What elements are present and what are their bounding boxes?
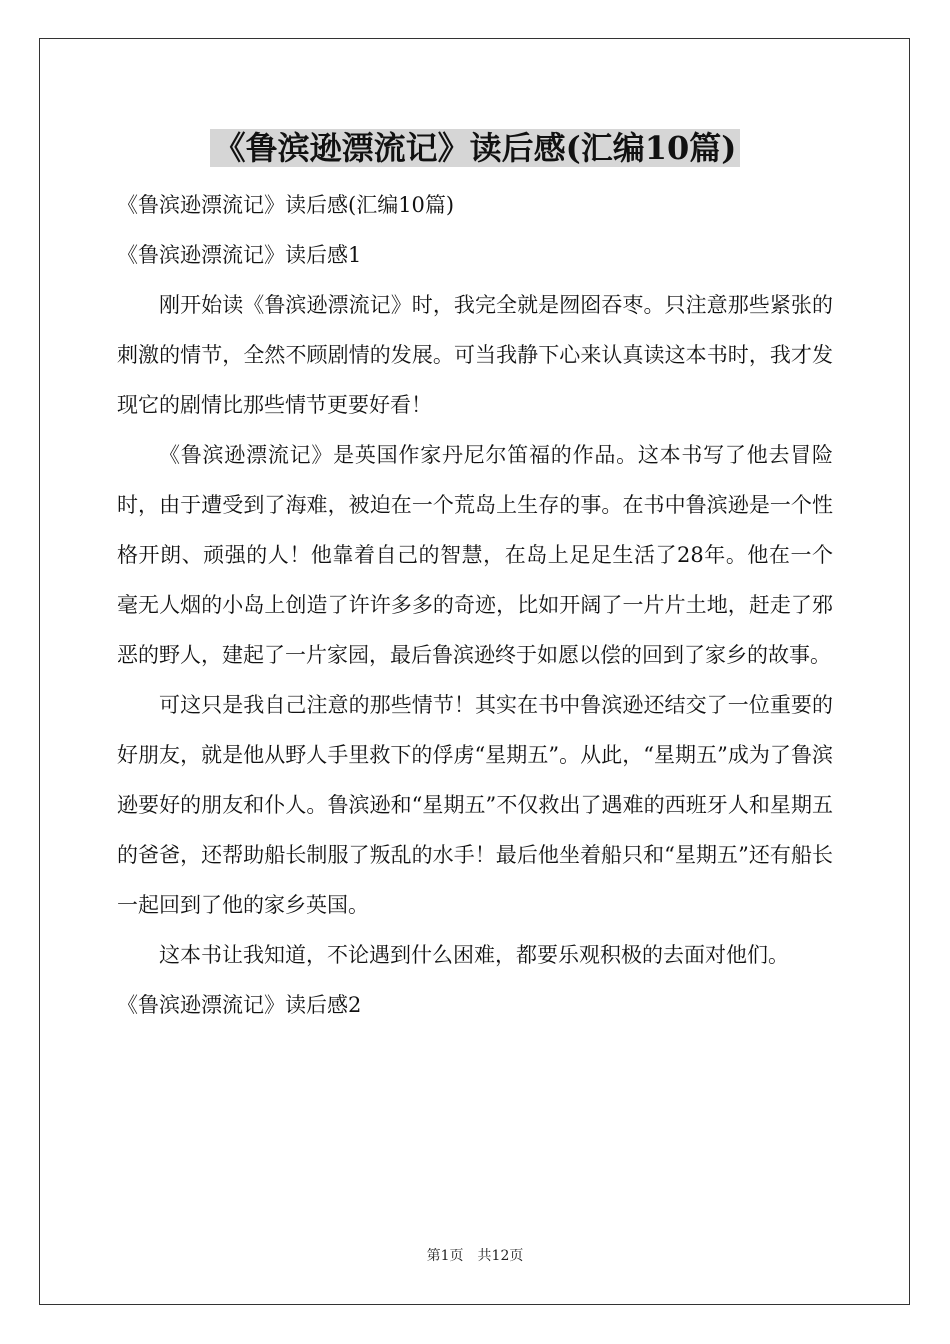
document-body <box>117 180 833 1030</box>
paragraph-3: 可这只是我自己注意的那些情节！其实在书中鲁滨逊还结交了一位重要的好朋友，就是他从野人手里救下的俘虏“星期五”。从此，“星期五”成为了鲁滨逊要好的朋友和仆人。鲁滨逊和“星期五”不仅救出了遇难的西班牙人和星期五的爸爸，还帮助船长制服了叛乱的水手！最后他坐着船只和“星期五”还有船长一起回到了他的家乡英国。 <box>117 693 833 917</box>
paragraph-1: 刚开始读《鲁滨逊漂流记》时，我完全就是囫囵吞枣。只注意那些紧张的刺激的情节，全然不顾剧情的发展。可当我静下心来认真读这本书时，我才发现它的剧情比那些情节更要好看！ <box>117 293 833 417</box>
paragraph-2: 《鲁滨逊漂流记》是英国作家丹尼尔笛福的作品。这本书写了他去冒险时，由于遭受到了海难，被迫在一个荒岛上生存的事。在书中鲁滨逊是一个性格开朗、顽强的人！他靠着自己的智慧，在岛上足足生活了28年。他在一个毫无人烟的小岛上创造了许许多多的奇迹，比如开阔了一片片土地，赶走了邪恶的野人，建起了一片家园，最后鲁滨逊终于如愿以偿的回到了家乡的故事。 <box>117 443 833 667</box>
document-subtitle: 《鲁滨逊漂流记》读后感(汇编10篇) <box>117 193 455 217</box>
section-heading-1: 《鲁滨逊漂流记》读后感1 <box>117 243 362 267</box>
total-pages-label: 共12页 <box>477 1248 524 1264</box>
section-heading-2: 《鲁滨逊漂流记》读后感2 <box>117 993 362 1017</box>
document-title <box>0 126 950 170</box>
paragraph-4: 这本书让我知道，不论遇到什么困难，都要乐观积极的去面对他们。 <box>159 943 789 967</box>
page-footer <box>0 1246 950 1266</box>
current-page-label: 第1页 <box>426 1248 464 1264</box>
document-title-text: 《鲁滨逊漂流记》读后感(汇编10篇) <box>210 129 741 167</box>
